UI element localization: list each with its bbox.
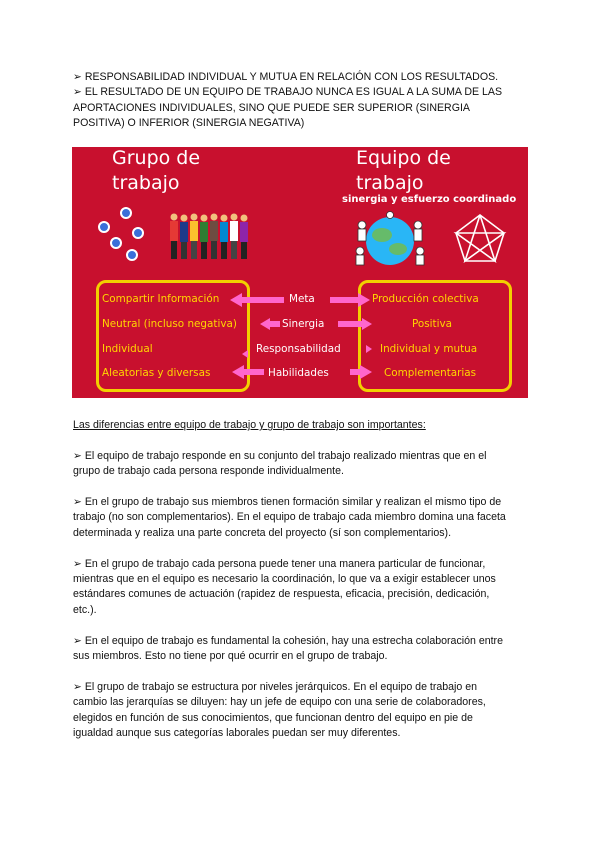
section-heading: Las diferencias entre equipo de trabajo y grupo de trabajo son importantes:: [73, 419, 426, 431]
criterion-4: Habilidades: [268, 367, 329, 379]
group-trait-3: Individual: [102, 343, 153, 355]
team-trait-3: Individual y mutua: [380, 343, 478, 355]
comparison-diagram: [72, 147, 528, 398]
arrow-sinergia-left: [260, 318, 280, 330]
intro-line-2: ➢ EL RESULTADO DE UN EQUIPO DE TRABAJO NUNCA ES IGUAL A LA SUMA DE LAS: [73, 86, 503, 99]
arrow-responsabilidad-right: [366, 345, 372, 353]
group-trait-2: Neutral (incluso negativa): [102, 318, 237, 330]
paragraph-5: [73, 680, 529, 742]
team-trait-2: Positiva: [412, 318, 453, 330]
group-trait-4: Aleatorias y diversas: [102, 367, 211, 379]
intro-line-1: ➢ RESPONSABILIDAD INDIVIDUAL Y MUTUA EN RELACIÓN CON LOS RESULTADOS.: [73, 71, 499, 83]
group-title-line-1: Grupo de: [112, 147, 201, 169]
paragraph-5-line: elegidos en función de sus conocimientos, que funcionan dentro del equipo en pie de: [73, 711, 473, 724]
team-trait-1: Producción colectiva: [372, 293, 479, 305]
intro-line-3: APORTACIONES INDIVIDUALES, SINO QUE PUEDE SER SUPERIOR (SINERGIA: [73, 101, 470, 114]
paragraph-3-line: etc.).: [73, 603, 97, 616]
team-trait-4: Complementarias: [384, 367, 477, 379]
paragraph-3: [73, 557, 529, 619]
paragraph-1-line: ➢ El equipo de trabajo responde en su conjunto del trabajo realizado mientras que en el: [73, 449, 487, 462]
criterion-2: Sinergia: [282, 318, 325, 330]
paragraph-3-line: estándares comunes de actuación (rapidez de respuesta, eficacia, precisión, dedicación,: [73, 588, 490, 601]
arrow-sinergia-right: [338, 318, 372, 330]
group-trait-1: Compartir Información: [102, 293, 220, 305]
paragraph-5-line: igualdad aunque sus categorías laborales puedan ser muy diferentes.: [73, 727, 401, 740]
paragraph-2-line: trabajo (no son complementarios). En el equipo de trabajo cada miembro domina una faceta: [73, 511, 506, 524]
intro-text: [73, 70, 533, 132]
paragraph-2-line: determinada y realiza una parte concreta del proyecto (sí son complementarios).: [73, 526, 452, 539]
body-text: [73, 418, 529, 757]
team-subtitle: sinergia y esfuerzo coordinado: [342, 194, 517, 205]
paragraph-2: [73, 495, 529, 541]
arrow-habilidades-right: [350, 365, 372, 379]
arrow-meta-right: [330, 293, 370, 307]
criterion-3: Responsabilidad: [256, 343, 341, 355]
paragraph-1: [73, 449, 529, 480]
paragraph-5-line: cambio las jerarquías se diluyen: hay un jefe de equipo con una serie de colaboradores,: [73, 696, 486, 709]
paragraph-2-line: ➢ En el grupo de trabajo sus miembros tienen formación similar y realizan el mismo tipo de: [73, 496, 502, 508]
arrows-layer: [72, 147, 528, 398]
criterion-1: Meta: [289, 293, 315, 305]
paragraph-4-line: ➢ En el equipo de trabajo es fundamental la cohesión, hay una estrecha colaboración entre: [73, 634, 503, 647]
arrow-responsabilidad-left: [242, 350, 248, 358]
team-title-line-2: trabajo: [356, 172, 424, 194]
paragraph-4-line: sus miembros. Esto no tiene por qué ocurrir en el grupo de trabajo.: [73, 650, 388, 663]
team-title-line-1: Equipo de: [356, 147, 451, 169]
paragraph-1-line: grupo de trabajo cada persona responde individualmente.: [73, 465, 344, 478]
group-title-line-2: trabajo: [112, 172, 180, 194]
intro-line-4: POSITIVA) O INFERIOR (SINERGIA NEGATIVA): [73, 117, 305, 130]
paragraph-3-line: ➢ En el grupo de trabajo cada persona puede tener una manera particular de funcionar,: [73, 557, 486, 570]
arrow-meta-left: [230, 293, 284, 307]
paragraph-5-line: ➢ El grupo de trabajo se estructura por niveles jerárquicos. En el equipo de trabajo en: [73, 680, 478, 693]
paragraph-3-line: mientras que en el equipo es necesario la coordinación, lo que va a exigir establecer unos: [73, 573, 496, 586]
paragraph-4: [73, 634, 529, 665]
arrow-habilidades-left: [232, 365, 264, 379]
